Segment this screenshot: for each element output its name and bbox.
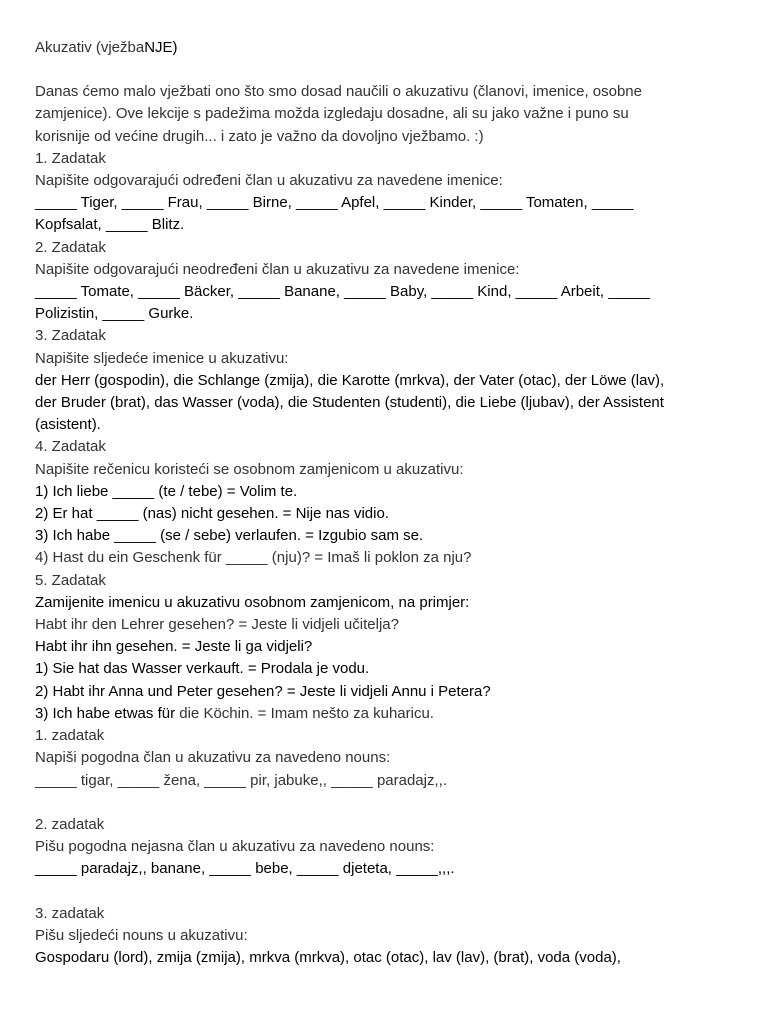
task-instruction: Pišu pogodna nejasna član u akuzativu za navedeno nouns: xyxy=(35,838,435,856)
exercise-line: _____ Tomate, _____ Bäcker, _____ Banane, _____ Baby, _____ Kind, _____ Arbeit, _____ xyxy=(35,283,650,301)
mt-task-2 xyxy=(35,814,735,881)
intro-paragraph xyxy=(35,81,735,148)
intro-line: korisnije od većine drugih... i zato je važno da dovoljno vježbamo. :) xyxy=(35,127,484,145)
exercise-line: 4) Hast du ein Geschenk für _____ (nju)? = Imaš li poklon za nju? xyxy=(35,549,472,567)
exercise-line xyxy=(35,703,735,725)
task-heading: 3. Zadatak xyxy=(35,327,106,345)
exercise-line: _____ Tiger, _____ Frau, _____ Birne, _____ Apfel, _____ Kinder, _____ Tomaten, _____ xyxy=(35,194,634,212)
task-instruction: Napišite odgovarajući određeni član u akuzativu za navedene imenice: xyxy=(35,172,503,190)
document-title xyxy=(35,37,735,59)
intro-line: zamjenice). Ove lekcije s padežima možda izgledaju dosadne, ali su jako važne i puno su xyxy=(35,105,629,123)
exercise-line: _____ paradajz,, banane, _____ bebe, _____ djeteta, _____,,,. xyxy=(35,860,455,878)
task-instruction: Napišite rečenicu koristeći se osobnom zamjenicom u akuzativu: xyxy=(35,460,464,478)
line-bold: ür xyxy=(161,704,176,722)
title-suffix: NJE) xyxy=(144,39,178,56)
task-heading: 1. zadatak xyxy=(35,727,105,745)
task-heading: 2. zadatak xyxy=(35,815,105,833)
exercise-line: _____ tigar, _____ žena, _____ pir, jabuke,, _____ paradajz,,. xyxy=(35,771,447,789)
exercise-line: Gospodaru (lord), zmija (zmija), mrkva (mrkva), otac (otac), lav (lav), (brat), voda (voda), xyxy=(35,949,621,967)
document-body xyxy=(35,37,735,969)
title-prefix: Akuzativ (vježba xyxy=(35,39,145,56)
task-heading: 4. Zadatak xyxy=(35,438,106,456)
exercise-line: 2) Er hat _____ (nas) nicht gesehen. = Nije nas vidio. xyxy=(35,505,389,523)
exercise-line: Polizistin, _____ Gurke. xyxy=(35,305,194,323)
task-2 xyxy=(35,237,735,326)
task-heading: 5. Zadatak xyxy=(35,571,106,589)
task-instruction: Napišite odgovarajući neodređeni član u akuzativu za navedene imenice: xyxy=(35,260,520,278)
intro-line: Danas ćemo malo vježbati ono što smo dosad naučili o akuzativu (članovi, imenice, osobne xyxy=(35,83,642,101)
task-instruction: Zamijenite imenicu u akuzativu osobnom zamjenicom, na primjer: xyxy=(35,593,470,611)
mt-task-1 xyxy=(35,725,735,792)
exercise-line: der Herr (gospodin), die Schlange (zmija), die Karotte (mrkva), der Vater (otac), der Löwe (lav), xyxy=(35,371,665,389)
task-5 xyxy=(35,570,735,725)
task-instruction: Napiši pogodna član u akuzativu za navedeno nouns: xyxy=(35,749,391,767)
exercise-line: 1) Sie hat das Wasser verkauft. = Prodala je vodu. xyxy=(35,660,370,678)
example-answer: Habt ihr ihn gesehen. = Jeste li ga vidjeli? xyxy=(35,638,313,656)
exercise-line: Kopfsalat, _____ Blitz. xyxy=(35,216,185,234)
task-heading: 2. Zadatak xyxy=(35,238,106,256)
task-3 xyxy=(35,325,735,436)
task-instruction: Pišu sljedeći nouns u akuzativu: xyxy=(35,926,248,944)
task-instruction: Napišite sljedeće imenice u akuzativu: xyxy=(35,349,289,367)
task-heading: 1. Zadatak xyxy=(35,149,106,167)
line-start: 3) Ich habe etwas f xyxy=(35,704,162,722)
exercise-line: 2) Habt ihr Anna und Peter gesehen? = Jeste li vidjeli Annu i Petera? xyxy=(35,682,491,700)
task-4 xyxy=(35,436,735,569)
exercise-line: 1) Ich liebe _____ (te / tebe) = Volim te. xyxy=(35,482,298,500)
exercise-line: (asistent). xyxy=(35,416,101,434)
task-heading: 3. zadatak xyxy=(35,904,105,922)
example-question: Habt ihr den Lehrer gesehen? = Jeste li vidjeli učitelja? xyxy=(35,616,399,634)
exercise-line: der Bruder (brat), das Wasser (voda), die Studenten (studenti), die Liebe (ljubav), der Assistent xyxy=(35,394,664,412)
mt-task-3 xyxy=(35,903,735,970)
line-end: die Köchin. = Imam nešto za kuharicu. xyxy=(175,704,434,722)
task-1 xyxy=(35,148,735,237)
exercise-line: 3) Ich habe _____ (se / sebe) verlaufen. = Izgubio sam se. xyxy=(35,527,424,545)
